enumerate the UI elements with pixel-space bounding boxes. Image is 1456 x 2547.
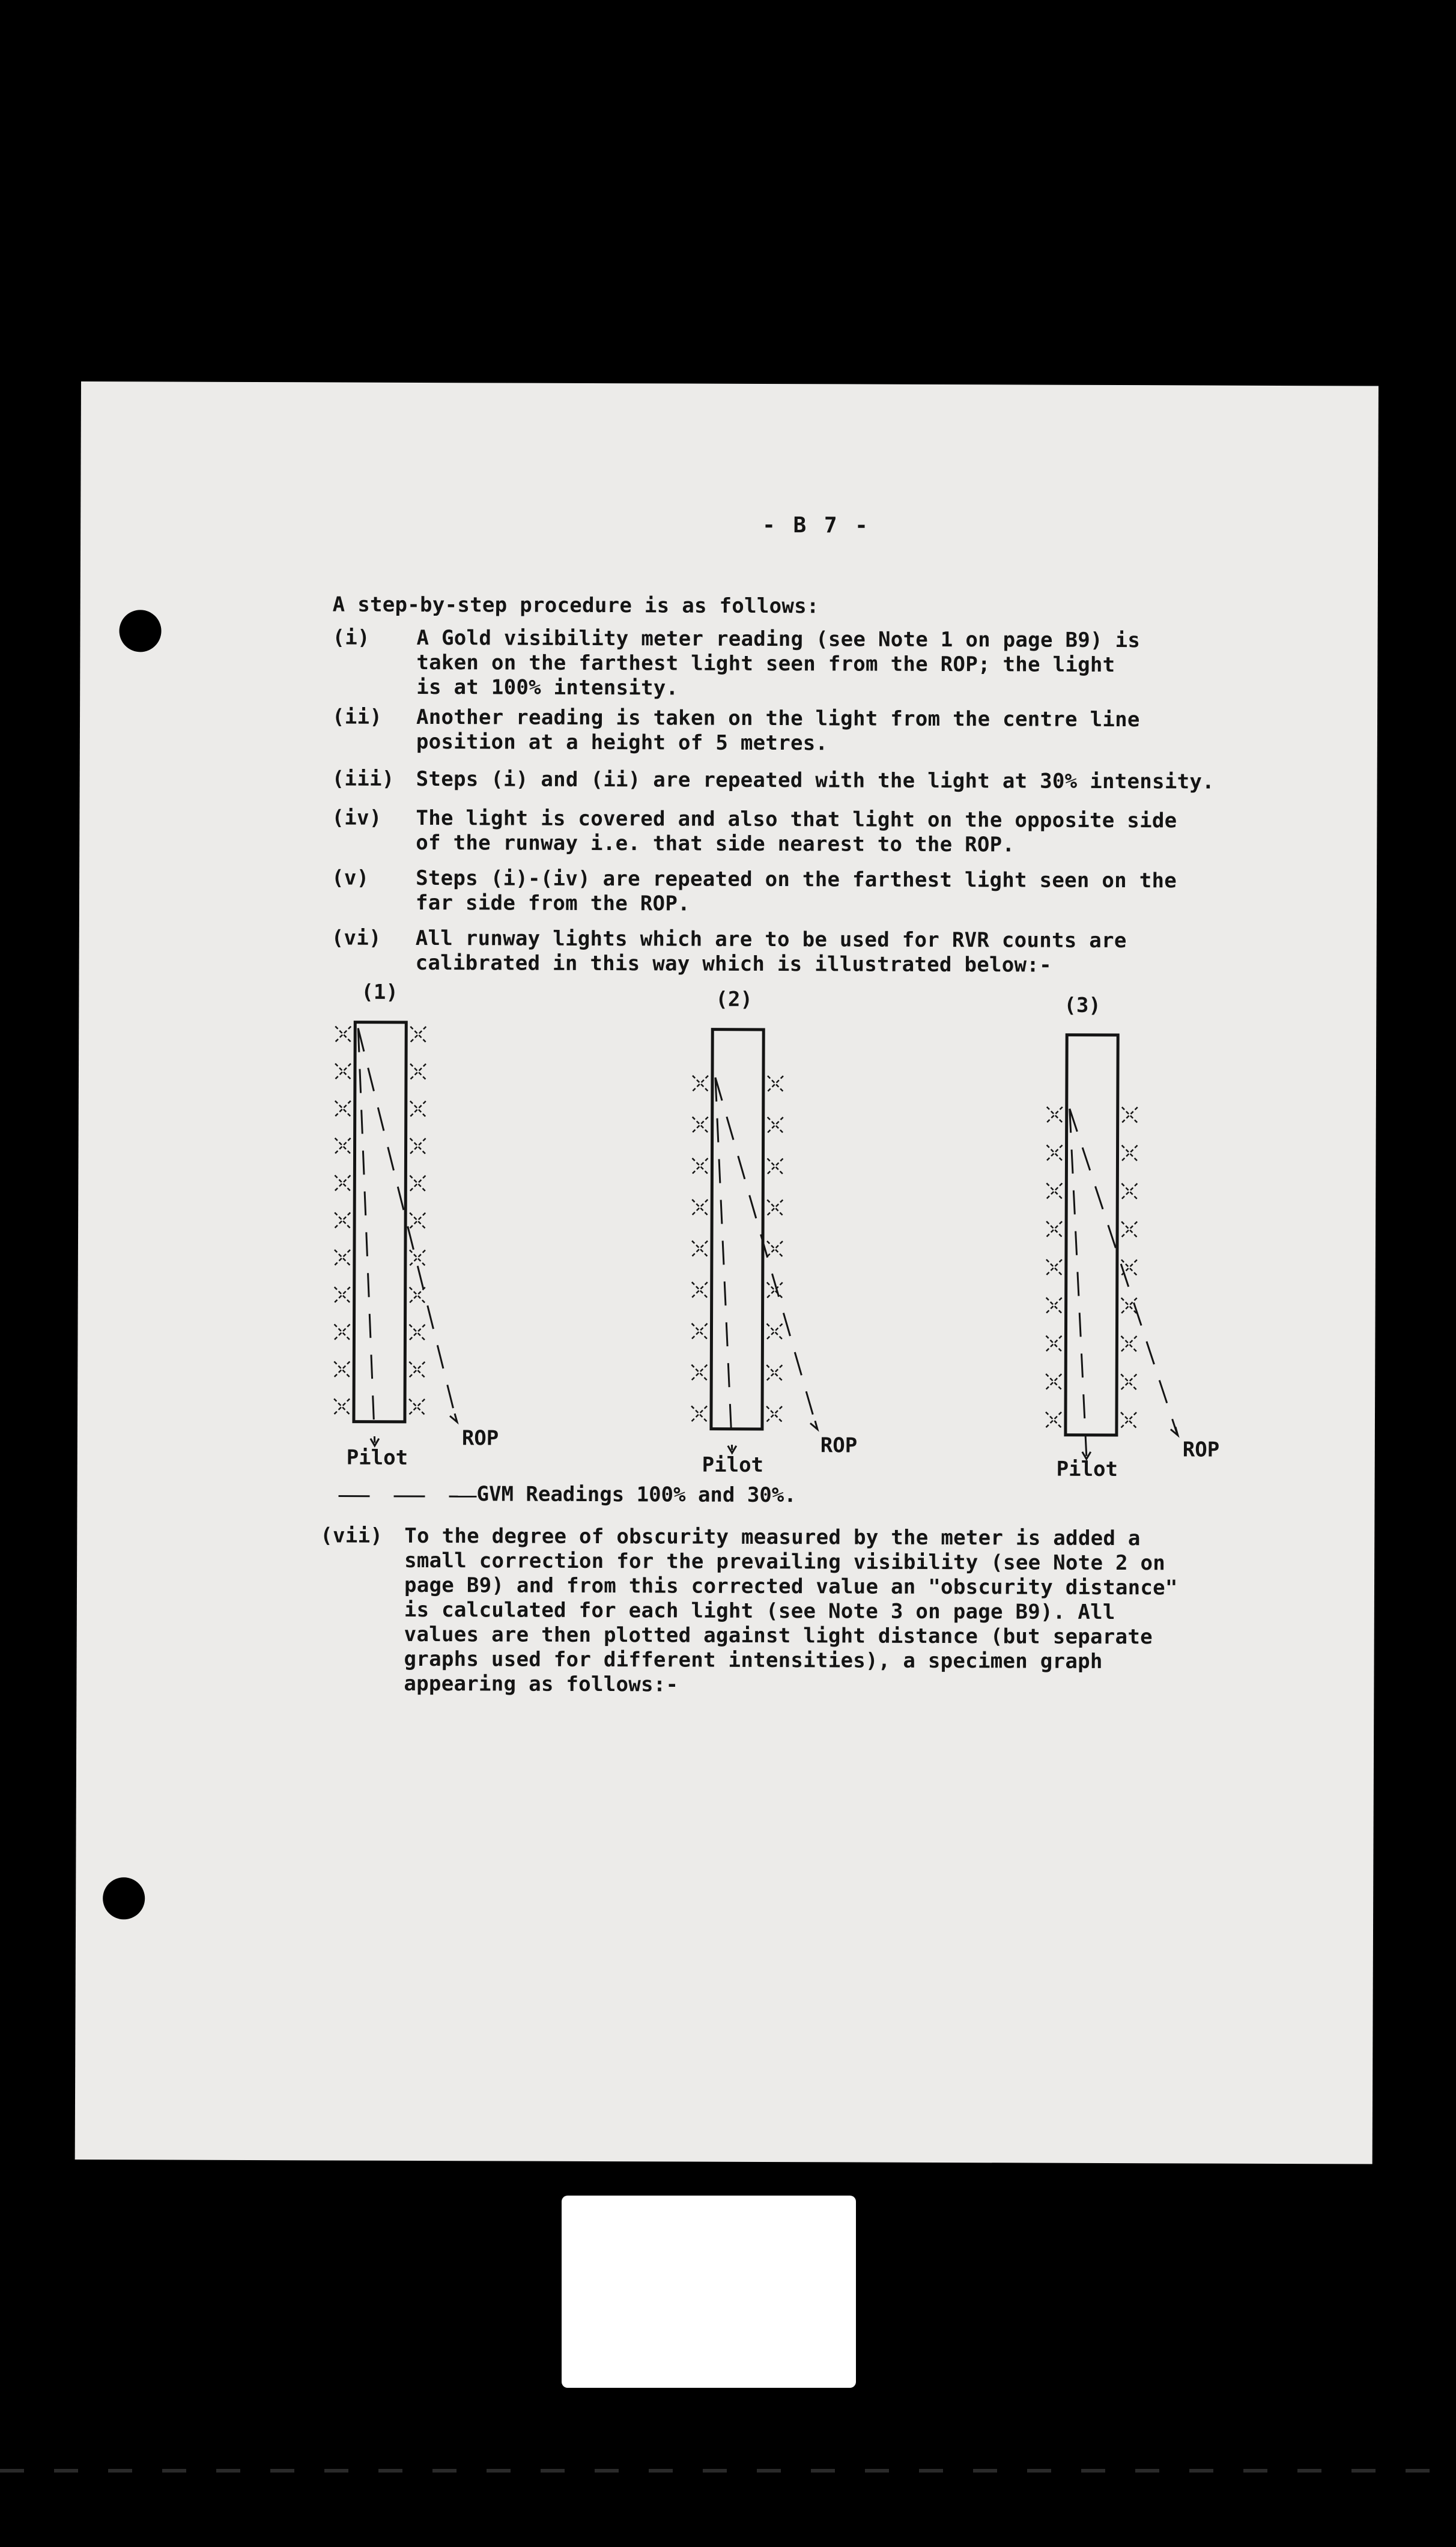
runway-light-cross: [410, 1176, 425, 1191]
step-line: Another reading is taken on the light from the centre line: [416, 705, 1140, 732]
page-number: - B 7 -: [762, 512, 870, 538]
runway-light-cross: [1046, 1260, 1062, 1275]
runway-light-cross: [692, 1158, 708, 1174]
step-line: Steps (i) and (ii) are repeated with the light at 30% intensity.: [416, 767, 1215, 794]
runway-diagrams: [75, 381, 1379, 2164]
runway-light-cross: [1121, 1412, 1136, 1428]
runway-light-cross: [410, 1138, 426, 1154]
runway-illustrations: [334, 1022, 1180, 1459]
gvm-line-pilot: [1069, 1109, 1088, 1456]
runway-light-cross: [335, 1138, 351, 1153]
rop-label-1: ROP: [461, 1426, 499, 1451]
rop-label-2: ROP: [820, 1433, 858, 1458]
runway-light-cross: [409, 1362, 425, 1377]
runway-light-cross: [335, 1100, 351, 1116]
arrow-head-rop: [1171, 1427, 1178, 1435]
runway-light-cross: [1121, 1146, 1137, 1161]
step-line: To the degree of obscurity measured by the meter is added a: [404, 1523, 1141, 1551]
runway-light-cross: [767, 1200, 783, 1215]
runway-light-cross: [691, 1323, 707, 1339]
runway-light-cross: [335, 1026, 351, 1042]
runway-light-cross: [410, 1101, 426, 1117]
runway-light-cross: [1046, 1183, 1062, 1199]
bottom-strip: [0, 2469, 1456, 2473]
runway-light-cross: [410, 1250, 425, 1266]
runway-light-cross: [409, 1399, 425, 1415]
runway-light-cross: [1121, 1222, 1137, 1237]
step-number: (v): [332, 866, 369, 890]
step-line: position at a height of 5 metres.: [416, 729, 828, 756]
step-number: (i): [332, 625, 370, 650]
step-number: (iii): [332, 767, 395, 791]
step-line: page B9) and from this corrected value an "obscurity distance": [404, 1573, 1178, 1600]
step-number: (iv): [332, 806, 382, 830]
runway-light-cross: [693, 1076, 708, 1091]
runway-light-cross: [692, 1241, 708, 1257]
runway-light-cross: [1046, 1374, 1061, 1389]
runway-light-cross: [1046, 1221, 1062, 1237]
runway-light-cross: [691, 1365, 707, 1380]
runway-light-cross: [1047, 1107, 1063, 1123]
arrow-head-rop: [810, 1421, 817, 1429]
runway-light-cross: [410, 1027, 426, 1042]
step-line: The light is covered and also that light on the opposite side: [416, 806, 1177, 833]
pilot-label-3: Pilot: [1056, 1457, 1118, 1482]
runway-light-cross: [692, 1200, 708, 1215]
runway-light-cross: [335, 1287, 350, 1302]
runway-light-cross: [1046, 1145, 1062, 1161]
runway-light-cross: [410, 1213, 425, 1228]
runway-light-cross: [335, 1175, 350, 1191]
runway-light-cross: [335, 1063, 351, 1079]
runway-light-cross: [693, 1117, 708, 1132]
runway-light-cross: [335, 1249, 350, 1265]
blank-card: [562, 2196, 856, 2388]
step-line: is at 100% intensity.: [416, 675, 679, 700]
intro-text: A step-by-step procedure is as follows:: [332, 592, 819, 619]
runway-light-cross: [1046, 1412, 1061, 1428]
runway-light-cross: [691, 1406, 707, 1422]
gvm-line-pilot: [714, 1078, 733, 1450]
runway-light-cross: [766, 1406, 782, 1422]
step-line: of the runway i.e. that side nearest to the ROP.: [416, 830, 1015, 857]
runway-light-cross: [1046, 1298, 1062, 1313]
step-line: graphs used for different intensities), a specimen graph: [404, 1647, 1103, 1674]
runway-light-cross: [1122, 1107, 1138, 1123]
step-number: (ii): [332, 705, 383, 729]
rop-label-3: ROP: [1182, 1437, 1220, 1462]
step-line: taken on the farthest light seen from the ROP; the light: [416, 650, 1115, 678]
runway-light-cross: [1121, 1336, 1136, 1352]
legend-dash-line: [338, 1483, 476, 1507]
pilot-label-2: Pilot: [702, 1453, 764, 1477]
runway-light-cross: [409, 1325, 425, 1340]
step-line: All runway lights which are to be used for RVR counts are: [415, 926, 1127, 953]
gvm-line-rop: [714, 1078, 817, 1427]
diagram-label-1: (1): [361, 980, 398, 1004]
runway-light-cross: [692, 1282, 708, 1298]
legend-text: GVM Readings 100% and 30%.: [476, 1482, 796, 1508]
runway-light-cross: [334, 1398, 350, 1414]
document-page: [75, 381, 1379, 2164]
runway-light-cross: [1121, 1374, 1136, 1390]
runway-diagram-1: [334, 1022, 458, 1446]
runway-light-cross: [334, 1361, 350, 1377]
step-line: calibrated in this way which is illustrated below:-: [415, 950, 1052, 977]
gvm-line-rop: [1069, 1109, 1178, 1433]
runway-strip: [1066, 1035, 1118, 1435]
step-number: (vii): [320, 1523, 383, 1548]
runway-light-cross: [410, 1064, 426, 1079]
runway-light-cross: [768, 1117, 783, 1133]
step-line: A Gold visibility meter reading (see Note 1 on page B9) is: [416, 625, 1141, 653]
runway-light-cross: [335, 1212, 350, 1228]
runway-light-cross: [1121, 1183, 1137, 1199]
runway-light-cross: [767, 1158, 783, 1174]
runway-light-cross: [1046, 1336, 1061, 1352]
step-line: is calculated for each light (see Note 3 on page B9). All: [404, 1597, 1115, 1625]
runway-light-cross: [766, 1323, 782, 1339]
runway-light-cross: [767, 1241, 783, 1257]
step-line: small correction for the prevailing visibility (see Note 2 on: [404, 1548, 1166, 1576]
runway-light-cross: [768, 1076, 783, 1091]
pilot-label-1: Pilot: [346, 1445, 408, 1470]
step-text: [404, 1524, 1178, 1699]
arrow-head-rop: [450, 1413, 457, 1422]
step-line: Steps (i)-(iv) are repeated on the farthest light seen on the: [416, 866, 1177, 893]
legend: [338, 1482, 796, 1508]
runway-light-cross: [334, 1324, 350, 1340]
step-line: values are then plotted against light distance (but separate: [404, 1622, 1153, 1650]
diagram-label-3: (3): [1064, 993, 1101, 1018]
runway-light-cross: [766, 1365, 782, 1380]
runway-light-cross: [410, 1287, 425, 1303]
step-line: appearing as follows:-: [404, 1671, 679, 1697]
diagram-label-2: (2): [715, 987, 753, 1012]
runway-diagram-3: [1046, 1035, 1179, 1460]
step-number: (vi): [331, 926, 381, 950]
runway-diagram-2: [691, 1030, 819, 1454]
runway-strip: [354, 1022, 406, 1422]
step-line: far side from the ROP.: [415, 890, 690, 916]
